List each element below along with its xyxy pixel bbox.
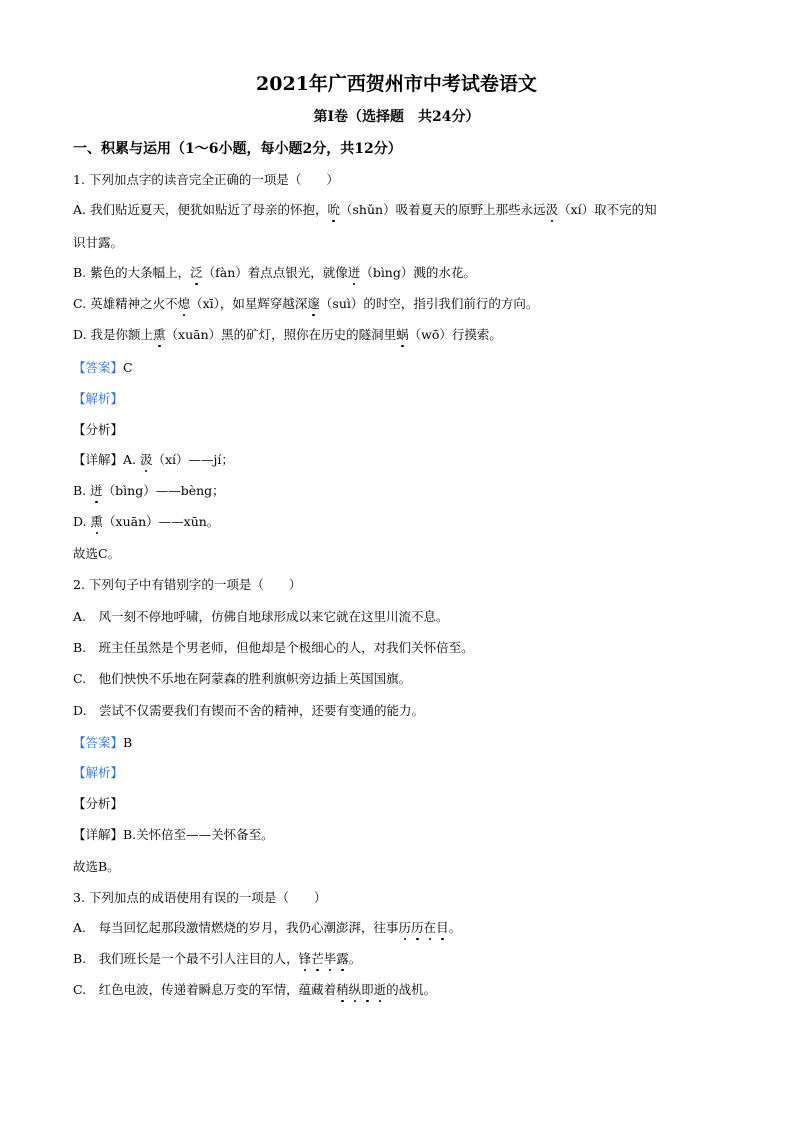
question-2-option-c: C. 他们怏怏不乐地在阿蒙森的胜利旗帜旁边插上英国国旗。: [73, 671, 412, 686]
question-1-detail-d: [73, 514, 733, 530]
text-fragment: 【详解】A.: [73, 452, 140, 467]
dotted-char: 泛: [190, 265, 203, 280]
dotted-char: 锋: [298, 951, 312, 966]
question-1-option-d: [73, 327, 733, 343]
text-fragment: （xí）取不完的知: [558, 202, 657, 217]
question-2-stem: 2. 下列句子中有错别字的一项是（ ）: [73, 577, 302, 592]
question-1-fenxi: 【分析】: [73, 422, 124, 437]
text-fragment: B. 我们班长是一个最不引人注目的人，: [73, 951, 299, 966]
dotted-char: 迸: [347, 265, 361, 280]
text-fragment: B.: [73, 483, 91, 498]
text-fragment: （xī），如星辉穿越深: [190, 296, 308, 311]
question-3-option-b: [73, 951, 733, 967]
question-1-option-c: [73, 296, 733, 312]
page-title: 2021年广西贺州市中考试卷语文: [256, 73, 537, 95]
text-fragment: （bìng）——bèng；: [102, 483, 225, 498]
question-2-option-d: D. 尝试不仅需要我们有锲而不舍的精神，还要有变通的能力。: [73, 703, 425, 718]
question-3-option-c: [73, 982, 733, 998]
dotted-char: 即: [361, 982, 374, 997]
dotted-char: 吮: [327, 202, 340, 217]
question-1-answer: [73, 360, 733, 376]
text-fragment: （shǔn）吸着夏天的原野上那些永远: [340, 202, 546, 217]
section-heading: 一、积累与运用（1～6小题，每小题2分，共12分）: [73, 141, 402, 157]
text-fragment: A. 每当回忆起那段激情燃烧的岁月，我仍心潮澎湃，往事: [73, 920, 399, 935]
question-3-option-a: [73, 920, 733, 936]
dotted-char: 迸: [90, 483, 103, 498]
answer-value: B: [123, 735, 133, 750]
question-1-analysis-label: 【解析】: [73, 391, 124, 406]
dotted-char: 蜗: [396, 327, 409, 342]
question-3-stem: 3. 下列加点的成语使用有误的一项是（ ）: [73, 890, 327, 905]
question-2-analysis-label: 【解析】: [73, 765, 124, 780]
text-fragment: D. 我是你额上: [73, 327, 154, 342]
dotted-char: 历: [411, 920, 424, 935]
question-1-stem: 1. 下列加点字的读音完全正确的一项是（ ）: [73, 172, 339, 187]
dotted-char: 汲: [139, 452, 153, 467]
dotted-char: 熏: [153, 327, 166, 342]
text-fragment: 。: [448, 920, 462, 935]
question-1-option-a: [73, 202, 733, 218]
dotted-char: 邃: [307, 296, 320, 311]
answer-label: 【答案】: [73, 735, 124, 750]
answer-value: C: [123, 360, 133, 375]
text-fragment: （xí）——jí；: [152, 452, 234, 467]
text-fragment: （wō）行摸索。: [408, 327, 502, 342]
question-1-detail-b: [73, 483, 733, 499]
dotted-char: 历: [398, 920, 412, 935]
question-2-choose: 故选B。: [73, 859, 120, 874]
dotted-char: 汲: [545, 202, 559, 217]
text-fragment: A. 我们贴近夏天，便犹如贴近了母亲的怀抱，: [73, 202, 328, 217]
text-fragment: （xuān）——xūn。: [103, 514, 220, 529]
text-fragment: （bìng）溅的水花。: [360, 265, 476, 280]
dotted-char: 在: [423, 920, 437, 935]
page-subtitle: 第Ⅰ卷（选择题 共24分）: [313, 109, 480, 125]
text-fragment: 。: [348, 951, 362, 966]
text-fragment: C. 英雄精神之火不: [73, 296, 178, 311]
text-fragment: （suì）的时空，指引我们前行的方向。: [319, 296, 539, 311]
dotted-char: 目: [436, 920, 449, 935]
dotted-char: 纵: [348, 982, 362, 997]
question-2-detail: 【详解】B.关怀倍至——关怀备至。: [73, 827, 274, 842]
dotted-char: 露: [336, 951, 349, 966]
text-fragment: 的战机。: [386, 982, 437, 997]
dotted-char: 毕: [323, 951, 337, 966]
text-fragment: C. 红色电波，传递着瞬息万变的军情，蕴藏着: [73, 982, 337, 997]
question-2-fenxi: 【分析】: [73, 796, 124, 811]
dotted-char: 芒: [311, 951, 324, 966]
question-1-detail: [73, 452, 733, 468]
question-2-option-a: A. 风一刻不停地呼啸，仿佛自地球形成以来它就在这里川流不息。: [73, 609, 449, 624]
question-2-option-b: B. 班主任虽然是个男老师，但他却是个极细心的人，对我们关怀倍至。: [73, 640, 474, 655]
text-fragment: B. 紫色的大条幅上，: [73, 265, 191, 280]
question-1-option-a-continued: 识甘露。: [73, 235, 124, 250]
text-fragment: （xuān）黑的矿灯，照你在历史的隧洞里: [165, 327, 397, 342]
question-1-option-b: [73, 265, 733, 281]
dotted-char: 熏: [90, 514, 104, 529]
question-1-choose: 故选C。: [73, 546, 121, 561]
text-fragment: （fàn）着点点银光，就像: [202, 265, 348, 280]
dotted-char: 逝: [373, 982, 387, 997]
text-fragment: D.: [73, 514, 91, 529]
answer-label: 【答案】: [73, 360, 124, 375]
dotted-char: 稍: [336, 982, 349, 997]
dotted-char: 熄: [177, 296, 191, 311]
question-2-answer: [73, 735, 733, 751]
